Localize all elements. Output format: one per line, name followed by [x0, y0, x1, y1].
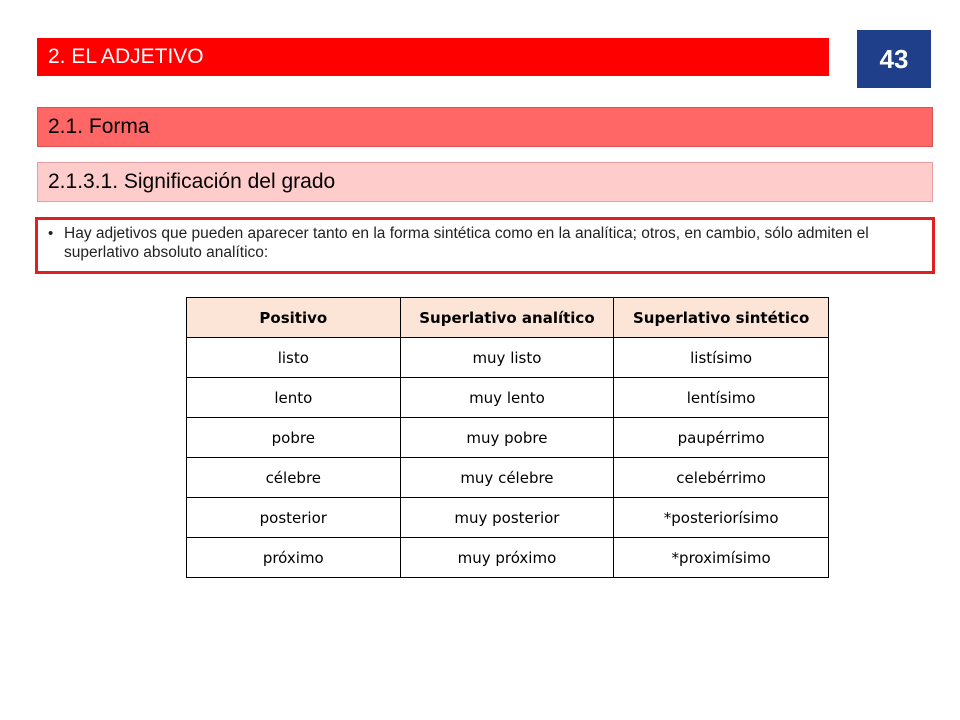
table-cell: *proximísimo	[614, 538, 829, 578]
table-cell: muy posterior	[400, 498, 614, 538]
table-cell: celebérrimo	[614, 458, 829, 498]
header-superlativo-sintetico: Superlativo sintético	[614, 298, 829, 338]
header-positivo: Positivo	[187, 298, 401, 338]
chapter-title-bar	[37, 38, 829, 76]
page-number-badge	[857, 30, 931, 88]
table-row	[187, 338, 829, 378]
header-superlativo-analitico: Superlativo analítico	[400, 298, 614, 338]
degree-table	[186, 297, 829, 578]
page-number: 43	[879, 43, 909, 74]
section-title-bar	[37, 107, 933, 147]
table-cell: próximo	[187, 538, 401, 578]
table-row	[187, 538, 829, 578]
note-box	[35, 217, 935, 274]
table-header-row	[187, 298, 829, 338]
table-row	[187, 458, 829, 498]
table-cell: muy pobre	[400, 418, 614, 458]
table-cell: listo	[187, 338, 401, 378]
bullet-icon: •	[48, 225, 54, 242]
note-text: Hay adjetivos que pueden aparecer tanto en la forma sintética como en la analítica; otros, en cambio, sólo admiten el superlativo absoluto analítico:	[64, 225, 869, 261]
table-cell: pobre	[187, 418, 401, 458]
table-cell: paupérrimo	[614, 418, 829, 458]
table-row	[187, 378, 829, 418]
table-cell: listísimo	[614, 338, 829, 378]
table-cell: muy próximo	[400, 538, 614, 578]
table-cell: posterior	[187, 498, 401, 538]
table-cell: *posteriorísimo	[614, 498, 829, 538]
section-title: 2.1. Forma	[48, 115, 150, 138]
table-cell: lentísimo	[614, 378, 829, 418]
table-row	[187, 418, 829, 458]
table-cell: muy listo	[400, 338, 614, 378]
chapter-title: 2. EL ADJETIVO	[48, 45, 204, 68]
table-cell: lento	[187, 378, 401, 418]
table-cell: célebre	[187, 458, 401, 498]
table-cell: muy célebre	[400, 458, 614, 498]
subsection-title: 2.1.3.1. Significación del grado	[48, 170, 336, 193]
subsection-title-bar	[37, 162, 933, 202]
table-row	[187, 498, 829, 538]
table-cell: muy lento	[400, 378, 614, 418]
